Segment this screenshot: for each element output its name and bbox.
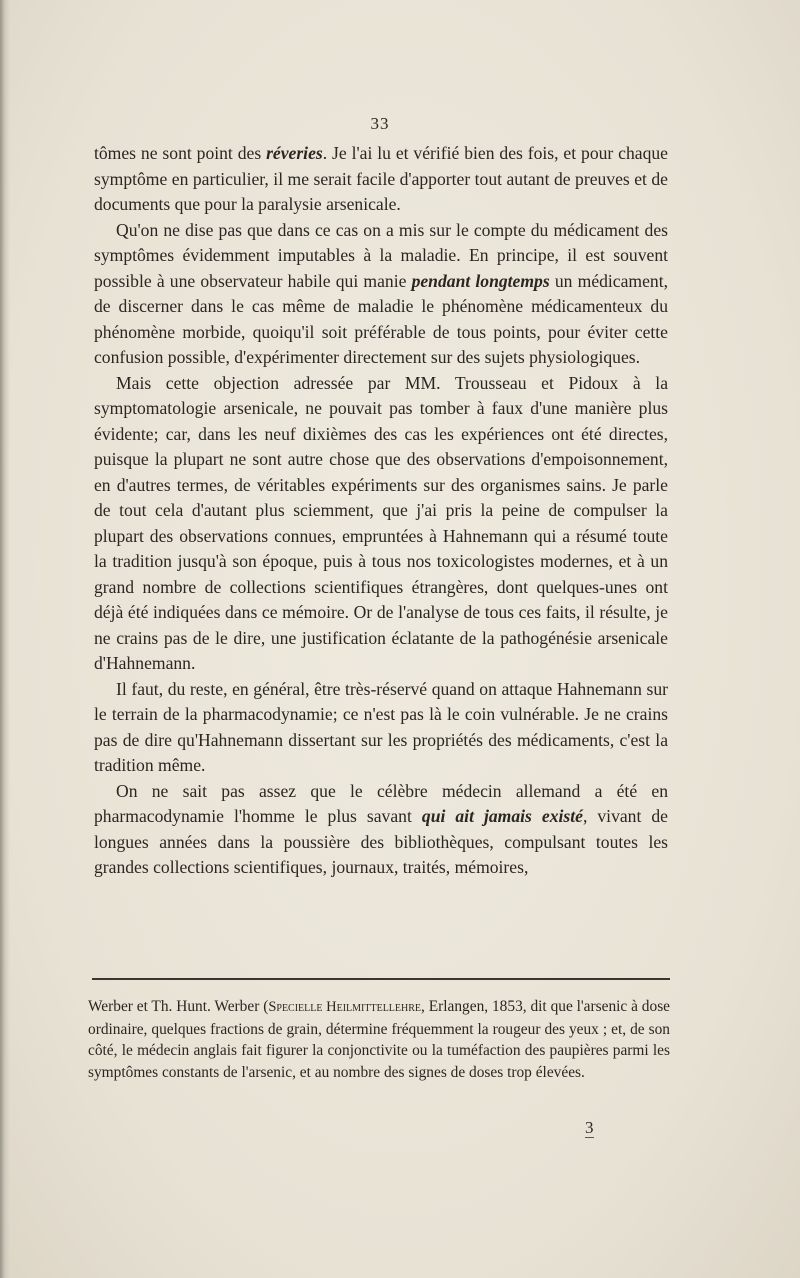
paragraph-5 <box>94 779 668 881</box>
paragraph-1-rest: . Je l'ai lu et vérifié bien des fois, et pour chaque symptôme en particulier, il me serait facile d'apporter tout autant de preuves et de documents que pour la paralysie arsenicale. <box>94 143 668 214</box>
footnote-divider <box>92 978 670 980</box>
paragraph-2-rest: un médicament, de discerner dans le cas même de maladie le phénomène médicamenteux du phénomène morbide, quoiqu'il soit préférable de tous points, pour éviter cette confusion possible, d'expérimenter directement sur des sujets physiologiques. <box>94 270 669 367</box>
footnote-start: Werber et Th. Hunt. Werber ( <box>88 998 269 1015</box>
footnote-book-title: Specielle Heilmittellehre <box>268 999 422 1015</box>
main-text <box>94 141 668 881</box>
paragraph-5-rest: , vivant de longues années dans la poussière des bibliothèques, compulsant toutes les grandes collections scientifiques, journaux, traités, mémoires, <box>94 806 668 877</box>
paragraph-2-italic: pendant longtemps <box>411 270 550 291</box>
paragraph-1 <box>94 141 668 218</box>
paragraph-1-italic: réveries <box>266 143 323 163</box>
signature-mark <box>585 1118 594 1138</box>
paragraph-5-start: On ne sait pas assez que le célèbre médecin allemand a été en pharmacodynamie l'homme le plus savant <box>94 780 668 826</box>
paragraph-2-start: Qu'on ne dise pas que dans ce cas on a mis sur le compte du médicament des symptômes évidemment imputables à la maladie. En principe, il est souvent possible à une observateur habile qui manie <box>94 219 668 291</box>
footnote <box>88 996 670 1083</box>
page-number: 33 <box>370 114 390 133</box>
footnote-rest: , Erlangen, 1853, dit que l'arsenic à dose ordinaire, quelques fractions de grain, détermine fréquemment la rougeur des yeux ; et, de son côté, le médecin anglais fait figurer la conjonctivite ou la tuméfaction des paupières parmi les symptômes constants de l'arsenic, et au nombre des signes de doses trop élevées. <box>88 998 671 1081</box>
paragraph-5-italic: qui ait jamais existé <box>421 806 583 826</box>
signature-mark-number: 3 <box>585 1118 594 1137</box>
paragraph-4: Il faut, du reste, en général, être très-réservé quand on attaque Hahnemann sur le terrain de la pharmacodynamie; ce n'est pas là le coin vulnérable. Je ne crains pas de dire qu'Hahnemann dissertant sur les propriétés des médicaments, c'est la tradition même. <box>94 678 668 775</box>
page-edge-shadow <box>0 0 10 1278</box>
paragraph-3: Mais cette objection adressée par MM. Trousseau et Pidoux à la symptomatologie arsenicale, ne pouvait pas tomber à faux d'une manière plus évidente; car, dans les neuf dixièmes des cas les expériences ont été directes, puisque la plupart ne sont autre chose que des observations d'empoisonnement, en d'autres termes, de véritables expériments sur des organismes sains. Je parle de tout cela d'autant plus sciemment, que j'ai pris la peine de compulser la plupart des observations connues, empruntées à Hahnemann qui a résumé toute la tradition jusqu'à son époque, puis à tous nos toxicologistes modernes, et à un grand nombre de collections scientifiques étrangères, dont quelques-unes ont déjà été indiquées dans ce mémoire. Or de l'analyse de tous ces faits, il résulte, je ne crains pas de le dire, une justification éclatante de la pathogénésie arsenicale d'Hahnemann. <box>94 372 668 673</box>
footnote-text <box>88 996 670 1083</box>
paragraph-2 <box>94 218 668 371</box>
paragraph-1-start: tômes ne sont point des <box>94 143 267 163</box>
